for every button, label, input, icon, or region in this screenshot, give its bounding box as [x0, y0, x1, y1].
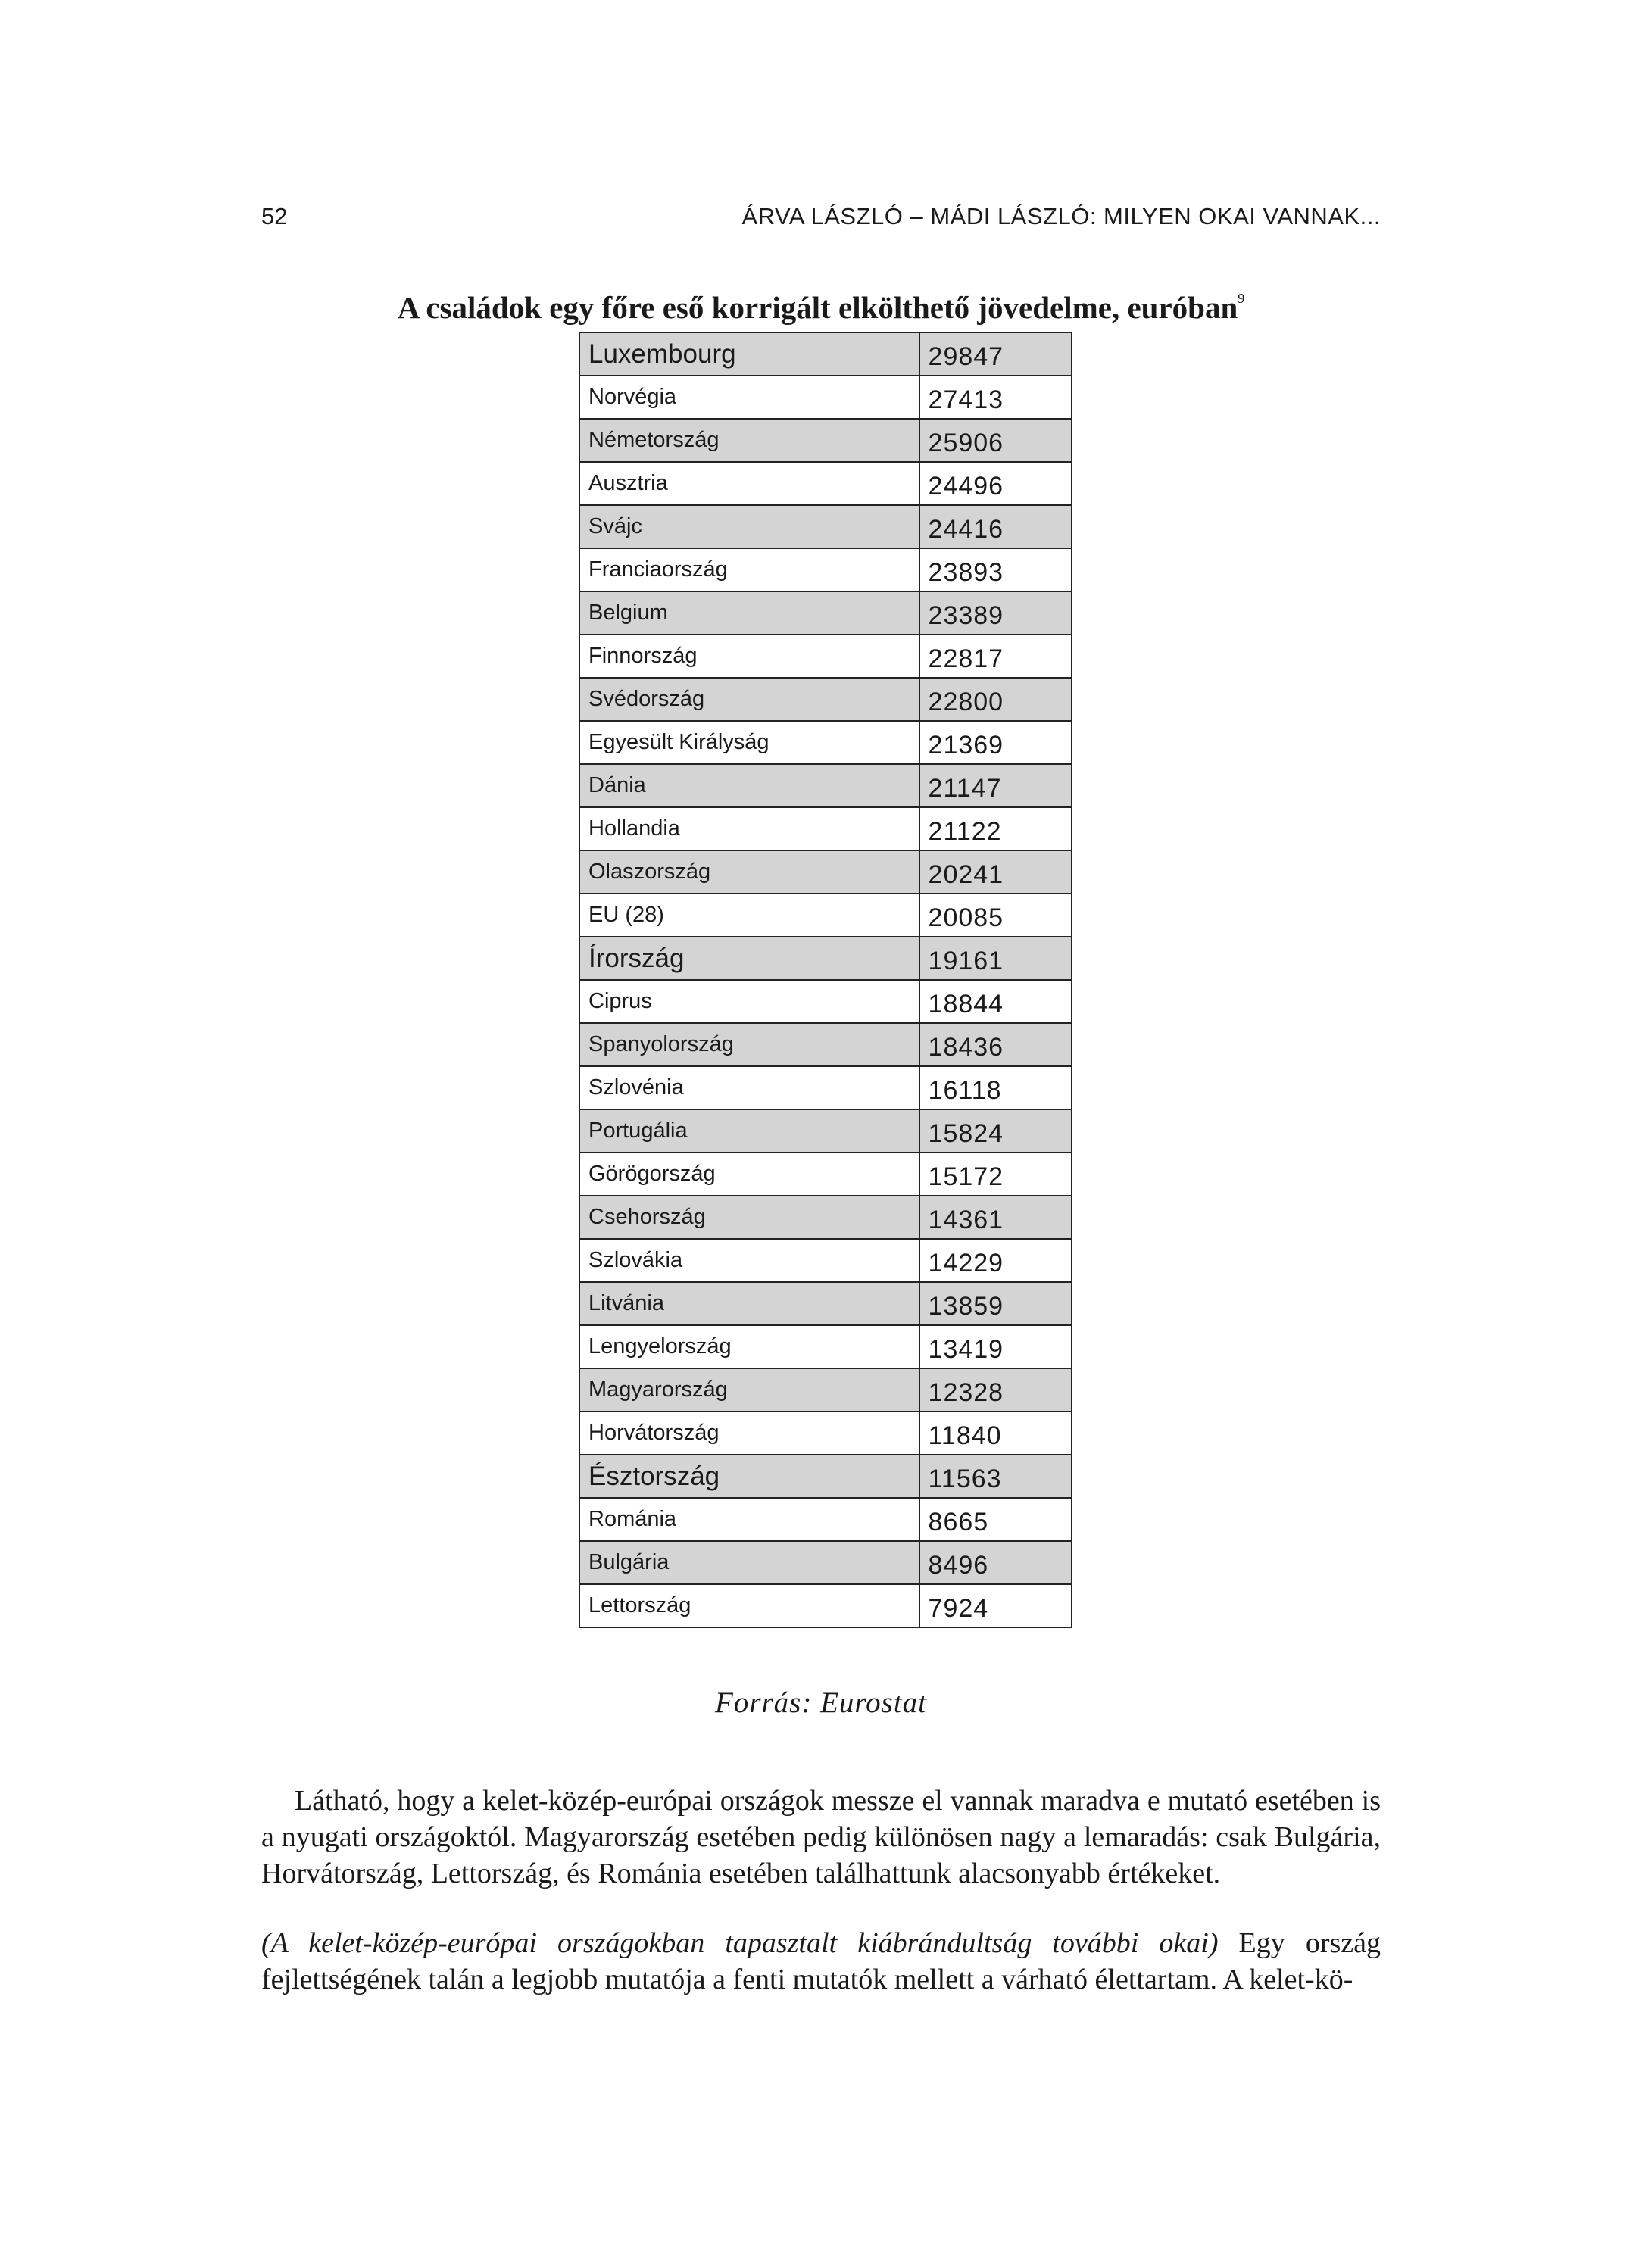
value-cell: 16118 [919, 1066, 1072, 1109]
country-cell: Ciprus [579, 980, 919, 1023]
table-row [579, 1584, 1072, 1627]
table-row [579, 1412, 1072, 1455]
page-header [261, 203, 1381, 233]
country-cell: Magyarország [579, 1368, 919, 1412]
country-cell: Lengyelország [579, 1325, 919, 1368]
table-row [579, 764, 1072, 807]
country-cell: Svájc [579, 505, 919, 548]
table-row [579, 1153, 1072, 1196]
country-cell: Románia [579, 1498, 919, 1541]
value-cell: 15824 [919, 1109, 1072, 1153]
value-cell: 23893 [919, 548, 1072, 591]
country-cell: Belgium [579, 591, 919, 635]
table-row [579, 1282, 1072, 1325]
table-row [579, 1023, 1072, 1066]
body-paragraph-1: Látható, hogy a kelet-közép-európai országok messze el vannak maradva e mutató esetében is a nyugati országoktól. Magyarország esetében pedig különösen nagy a lemaradás: csak Bulgária, Horvátország, Lettország, és Románia esetében találhattunk alacsonyabb értékeket. [261, 1785, 1381, 1889]
running-head: ÁRVA LÁSZLÓ – MÁDI LÁSZLÓ: MILYEN OKAI VANNAK... [741, 203, 1381, 229]
country-cell: Franciaország [579, 548, 919, 591]
footnote-ref: 9 [1238, 291, 1245, 306]
table-row [579, 1066, 1072, 1109]
value-cell: 22817 [919, 635, 1072, 678]
paragraph-2-text: Egy ország fejlettségének talán a legjobb mutatója a fenti mutatók mellett a várható élettartam. A kelet-kö- [261, 1927, 1381, 1995]
table-row [579, 1541, 1072, 1584]
value-cell: 11563 [919, 1455, 1072, 1498]
table-row [579, 332, 1072, 376]
value-cell: 7924 [919, 1584, 1072, 1627]
table-row [579, 376, 1072, 419]
table-row [579, 1239, 1072, 1282]
country-cell: Bulgária [579, 1541, 919, 1584]
value-cell: 27413 [919, 376, 1072, 419]
table-source: Forrás: Eurostat [715, 1686, 927, 1719]
value-cell: 13859 [919, 1282, 1072, 1325]
country-cell: EU (28) [579, 894, 919, 937]
country-cell: Észtország [579, 1455, 919, 1498]
value-cell: 24496 [919, 462, 1072, 505]
paragraph-lead-in: (A kelet-közép-európai országokban tapasztalt kiábrándultság további okai) [261, 1927, 1219, 1959]
country-cell: Portugália [579, 1109, 919, 1153]
table-title [0, 289, 1642, 326]
country-cell: Csehország [579, 1196, 919, 1239]
country-cell: Görögország [579, 1153, 919, 1196]
value-cell: 11840 [919, 1412, 1072, 1455]
value-cell: 14361 [919, 1196, 1072, 1239]
value-cell: 21369 [919, 721, 1072, 764]
value-cell: 21122 [919, 807, 1072, 850]
country-cell: Spanyolország [579, 1023, 919, 1066]
value-cell: 15172 [919, 1153, 1072, 1196]
country-cell: Szlovákia [579, 1239, 919, 1282]
income-table [579, 332, 1072, 1628]
country-cell: Németország [579, 419, 919, 462]
country-cell: Egyesült Királyság [579, 721, 919, 764]
value-cell: 21147 [919, 764, 1072, 807]
table-row [579, 505, 1072, 548]
income-table-body [579, 332, 1072, 1627]
table-row [579, 807, 1072, 850]
table-row [579, 980, 1072, 1023]
country-cell: Lettország [579, 1584, 919, 1627]
body-paragraph-2 [261, 1925, 1381, 1998]
value-cell: 25906 [919, 419, 1072, 462]
value-cell: 23389 [919, 591, 1072, 635]
table-row [579, 1196, 1072, 1239]
value-cell: 18844 [919, 980, 1072, 1023]
value-cell: 22800 [919, 678, 1072, 721]
country-cell: Norvégia [579, 376, 919, 419]
table-row [579, 1455, 1072, 1498]
table-row [579, 548, 1072, 591]
table-row [579, 635, 1072, 678]
value-cell: 20085 [919, 894, 1072, 937]
page-number: 52 [261, 203, 288, 229]
value-cell: 13419 [919, 1325, 1072, 1368]
value-cell: 8665 [919, 1498, 1072, 1541]
value-cell: 29847 [919, 332, 1072, 376]
value-cell: 24416 [919, 505, 1072, 548]
country-cell: Írország [579, 937, 919, 980]
value-cell: 19161 [919, 937, 1072, 980]
table-row [579, 419, 1072, 462]
country-cell: Litvánia [579, 1282, 919, 1325]
value-cell: 12328 [919, 1368, 1072, 1412]
table-row [579, 721, 1072, 764]
country-cell: Horvátország [579, 1412, 919, 1455]
table-row [579, 591, 1072, 635]
country-cell: Dánia [579, 764, 919, 807]
table-row [579, 894, 1072, 937]
table-row [579, 1109, 1072, 1153]
country-cell: Svédország [579, 678, 919, 721]
value-cell: 14229 [919, 1239, 1072, 1282]
country-cell: Ausztria [579, 462, 919, 505]
table-title-text: A családok egy főre eső korrigált elkölthető jövedelme, euróban [397, 290, 1238, 325]
value-cell: 20241 [919, 850, 1072, 894]
table-row [579, 462, 1072, 505]
table-row [579, 1325, 1072, 1368]
table-row [579, 850, 1072, 894]
table-row [579, 1498, 1072, 1541]
country-cell: Olaszország [579, 850, 919, 894]
value-cell: 18436 [919, 1023, 1072, 1066]
country-cell: Luxembourg [579, 332, 919, 376]
table-row [579, 937, 1072, 980]
country-cell: Hollandia [579, 807, 919, 850]
country-cell: Finnország [579, 635, 919, 678]
table-row [579, 678, 1072, 721]
country-cell: Szlovénia [579, 1066, 919, 1109]
table-row [579, 1368, 1072, 1412]
value-cell: 8496 [919, 1541, 1072, 1584]
